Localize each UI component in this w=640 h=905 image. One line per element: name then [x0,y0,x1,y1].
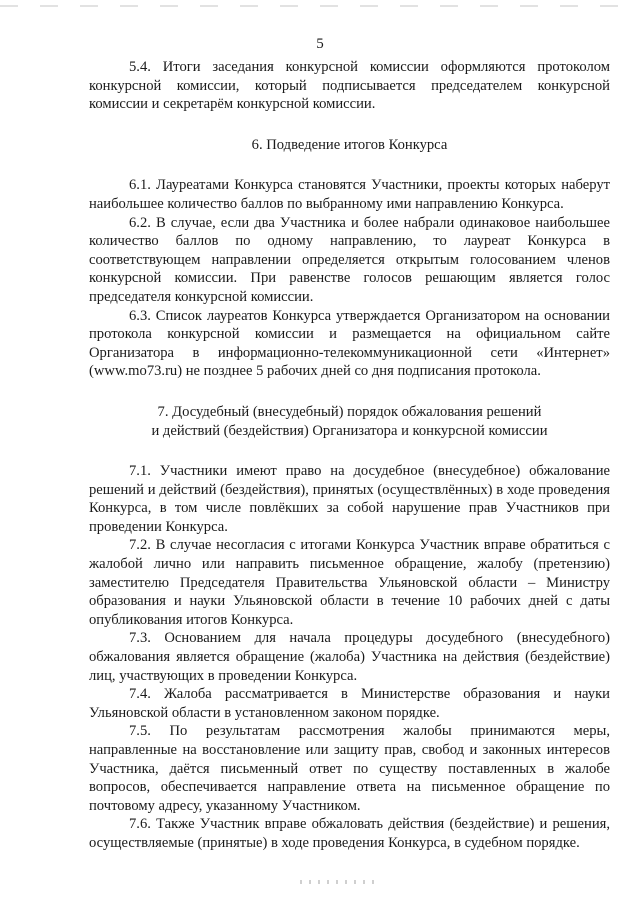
document-body [89,58,610,853]
section-7-heading-line2: и действий (бездействия) Организатора и конкурсной комиссии [151,422,548,439]
paragraph-6-2: 6.2. В случае, если два Участника и более набрали одинаковое наибольшее количество баллов по одному направлению, то лауреат Конкурса в соответствующем направлении определяется открытым голосованием членов конкурсной комиссии. При равенстве голосов решающим является голос председателя конкурсной комиссии. [89,214,610,305]
paragraph-5-4: 5.4. Итоги заседания конкурсной комиссии оформляются протоколом конкурсной комиссии, который подписывается председателем конкурсной комиссии и секретарём конкурсной комиссии. [89,59,610,113]
section-7-heading-line1: 7. Досудебный (внесудебный) порядок обжалования решений [157,403,542,420]
scan-artifact-top [0,5,640,7]
paragraph-7-1: 7.1. Участники имеют право на досудебное (внесудебное) обжалование решений и действий (бездействия), принятых (осуществлённых) в ходе проведения Конкурса, в том числе повлёкших за собой нарушение прав Участников при проведении Конкурса. [89,463,610,535]
paragraph-7-5: 7.5. По результатам рассмотрения жалобы принимаются меры, направленные на восстановление или защиту прав, свобод и законных интересов Участника, даётся письменный ответ по существу поставленных в жалобе вопросов, обеспечивается направление ответа на письменное обращение по почтовому адресу, указанному Участником. [89,723,610,814]
paragraph-7-4: 7.4. Жалоба рассматривается в Министерстве образования и науки Ульяновской области в установленном законом порядке. [89,686,610,721]
paragraph-7-2: 7.2. В случае несогласия с итогами Конкурса Участник вправе обратиться с жалобой лично или направить письменное обращение, жалобу (претензию) заместителю Председателя Правительства Ульяновской области – Министру образования и науки Ульяновской области в течение 10 рабочих дней с даты опубликования итогов Конкурса. [89,537,610,628]
paragraph-7-3: 7.3. Основанием для начала процедуры досудебного (внесудебного) обжалования является обращение (жалоба) Участника на действия (бездействие) лиц, участвующих в проведении Конкурса. [89,630,610,684]
page-number: 5 [316,36,324,52]
paragraph-6-3: 6.3. Список лауреатов Конкурса утверждается Организатором на основании протокола конкурсной комиссии и размещается на официальном сайте Организатора в информационно-телекоммуникационной сети «Интернет» (www.mo73.ru) не позднее 5 рабочих дней со дня подписания протокола. [89,307,610,380]
section-6-heading: 6. Подведение итогов Конкурса [251,136,448,153]
paragraph-6-1: 6.1. Лауреатами Конкурса становятся Участники, проекты которых наберут наибольшее количество баллов по выбранному ими направлению Конкурса. [89,177,610,212]
paragraph-7-6: 7.6. Также Участник вправе обжаловать действия (бездействие) и решения, осуществляемые (принятые) в ходе проведения Конкурса, в судебном порядке. [89,816,610,851]
scan-artifact-bottom [300,880,380,884]
